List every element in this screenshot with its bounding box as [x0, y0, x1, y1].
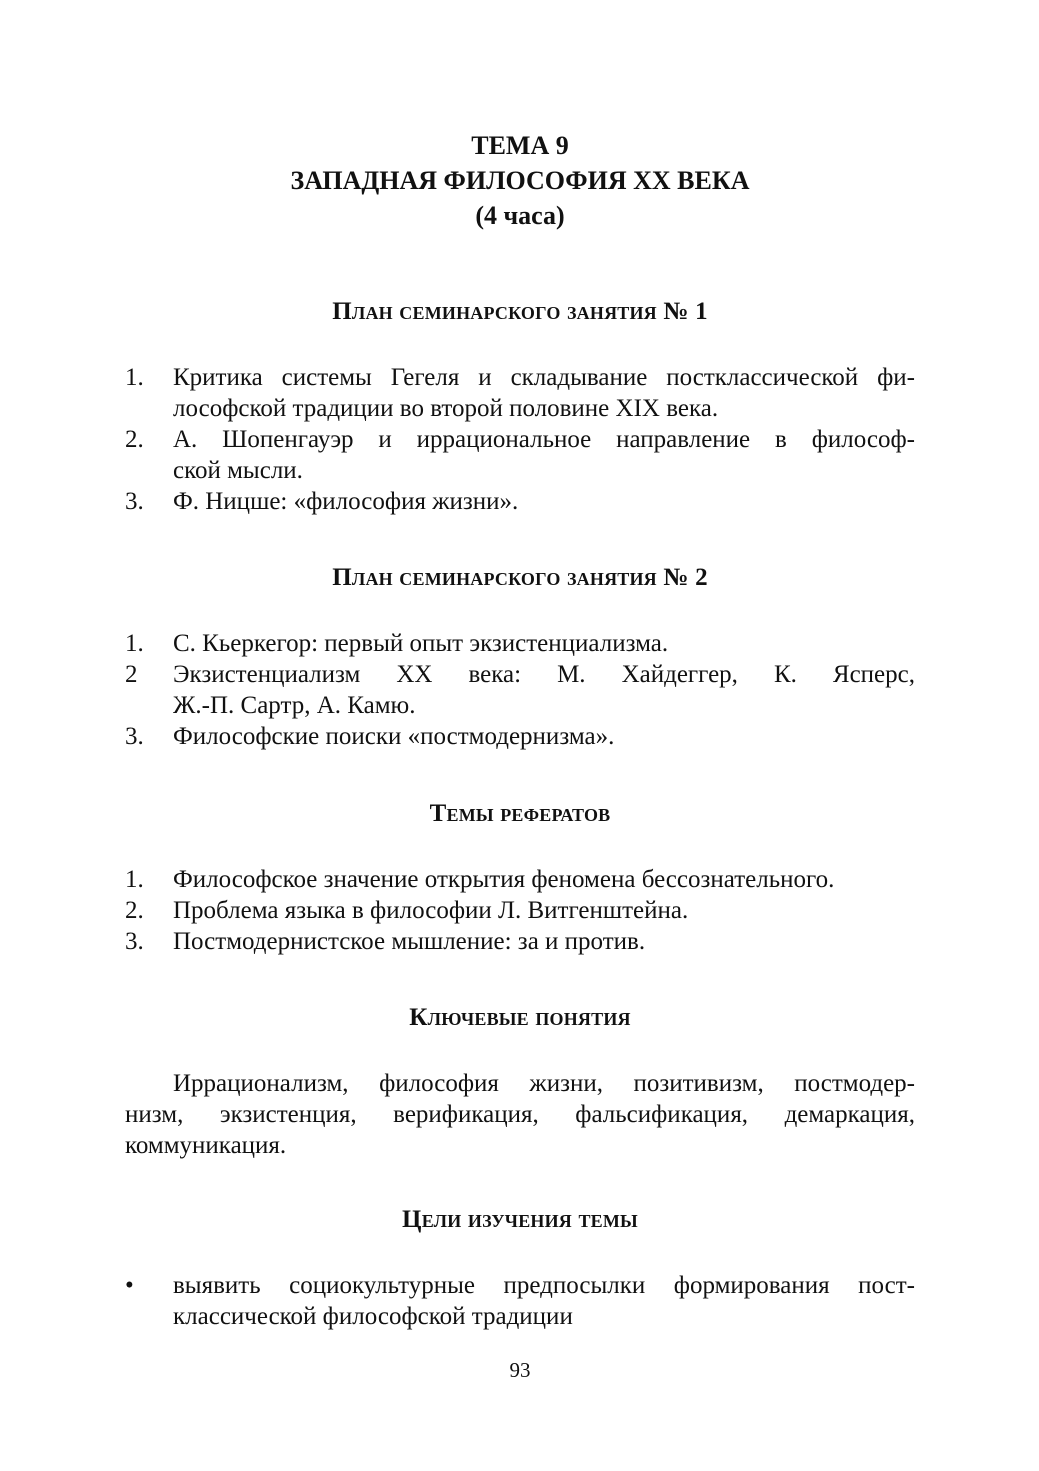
seminar-2-list	[125, 628, 915, 752]
item-text-line: Проблема языка в философии Л. Витгенштейна.	[173, 897, 689, 924]
document-page	[125, 0, 915, 1471]
essays-heading: Темы рефератов	[429, 800, 611, 827]
list-item	[125, 926, 915, 957]
essays-list	[125, 864, 915, 957]
item-number: 3.	[125, 928, 144, 955]
goals-heading: Цели изучения темы	[402, 1206, 638, 1233]
paragraph-line: низм, экзистенция, верификация, фальсификация, демаркация,	[125, 1101, 915, 1128]
chapter-name: ЗАПАДНАЯ ФИЛОСОФИЯ XX ВЕКА	[290, 166, 750, 195]
list-item	[125, 659, 915, 721]
list-item	[125, 1270, 915, 1332]
paragraph-line: коммуникация.	[125, 1132, 287, 1159]
item-text-line: Экзистенциализм XX века: М. Хайдеггер, К. Ясперс,	[173, 661, 915, 688]
item-text-line: Критика системы Гегеля и складывание постклассической фи-	[173, 364, 915, 391]
seminar-1-list	[125, 362, 915, 517]
list-item	[125, 486, 915, 517]
item-number: 1.	[125, 630, 144, 657]
bullet-icon: •	[125, 1272, 134, 1299]
concepts-heading: Ключевые понятия	[409, 1004, 631, 1031]
item-text-line: классической философской традиции	[173, 1303, 573, 1330]
item-text-line: ской мысли.	[173, 457, 303, 484]
page-number: 93	[509, 1358, 531, 1382]
chapter-hours: (4 часа)	[475, 201, 565, 230]
chapter-title	[125, 128, 915, 233]
concepts-paragraph	[125, 1068, 915, 1161]
list-item	[125, 721, 915, 752]
item-number: 2	[125, 661, 138, 688]
item-text-line: выявить социокультурные предпосылки формирования пост-	[173, 1272, 915, 1299]
seminar-2-heading: План семинарского занятия № 2	[332, 564, 708, 591]
list-item	[125, 424, 915, 486]
item-text-line: А. Шопенгауэр и иррациональное направление в философ-	[173, 426, 915, 453]
item-number: 2.	[125, 426, 144, 453]
list-item	[125, 895, 915, 926]
list-item	[125, 628, 915, 659]
item-text-line: Постмодернистское мышление: за и против.	[173, 928, 646, 955]
list-item	[125, 362, 915, 424]
item-number: 1.	[125, 364, 144, 391]
paragraph-line: Иррационализм, философия жизни, позитивизм, постмодер-	[173, 1070, 915, 1097]
item-text-line: Ф. Ницше: «философия жизни».	[173, 488, 519, 515]
item-text-line: Философское значение открытия феномена бессознательного.	[173, 866, 835, 893]
item-text-line: С. Кьеркегор: первый опыт экзистенциализма.	[173, 630, 669, 657]
goals-list	[125, 1270, 915, 1332]
item-text-line: лософской традиции во второй половине XIX века.	[173, 395, 719, 422]
item-number: 3.	[125, 723, 144, 750]
item-number: 2.	[125, 897, 144, 924]
list-item	[125, 864, 915, 895]
item-number: 3.	[125, 488, 144, 515]
chapter-number: ТЕМА 9	[471, 131, 569, 160]
item-number: 1.	[125, 866, 144, 893]
item-text-line: Ж.-П. Сартр, А. Камю.	[173, 692, 416, 719]
item-text-line: Философские поиски «постмодернизма».	[173, 723, 615, 750]
seminar-1-heading: План семинарского занятия № 1	[332, 298, 708, 325]
